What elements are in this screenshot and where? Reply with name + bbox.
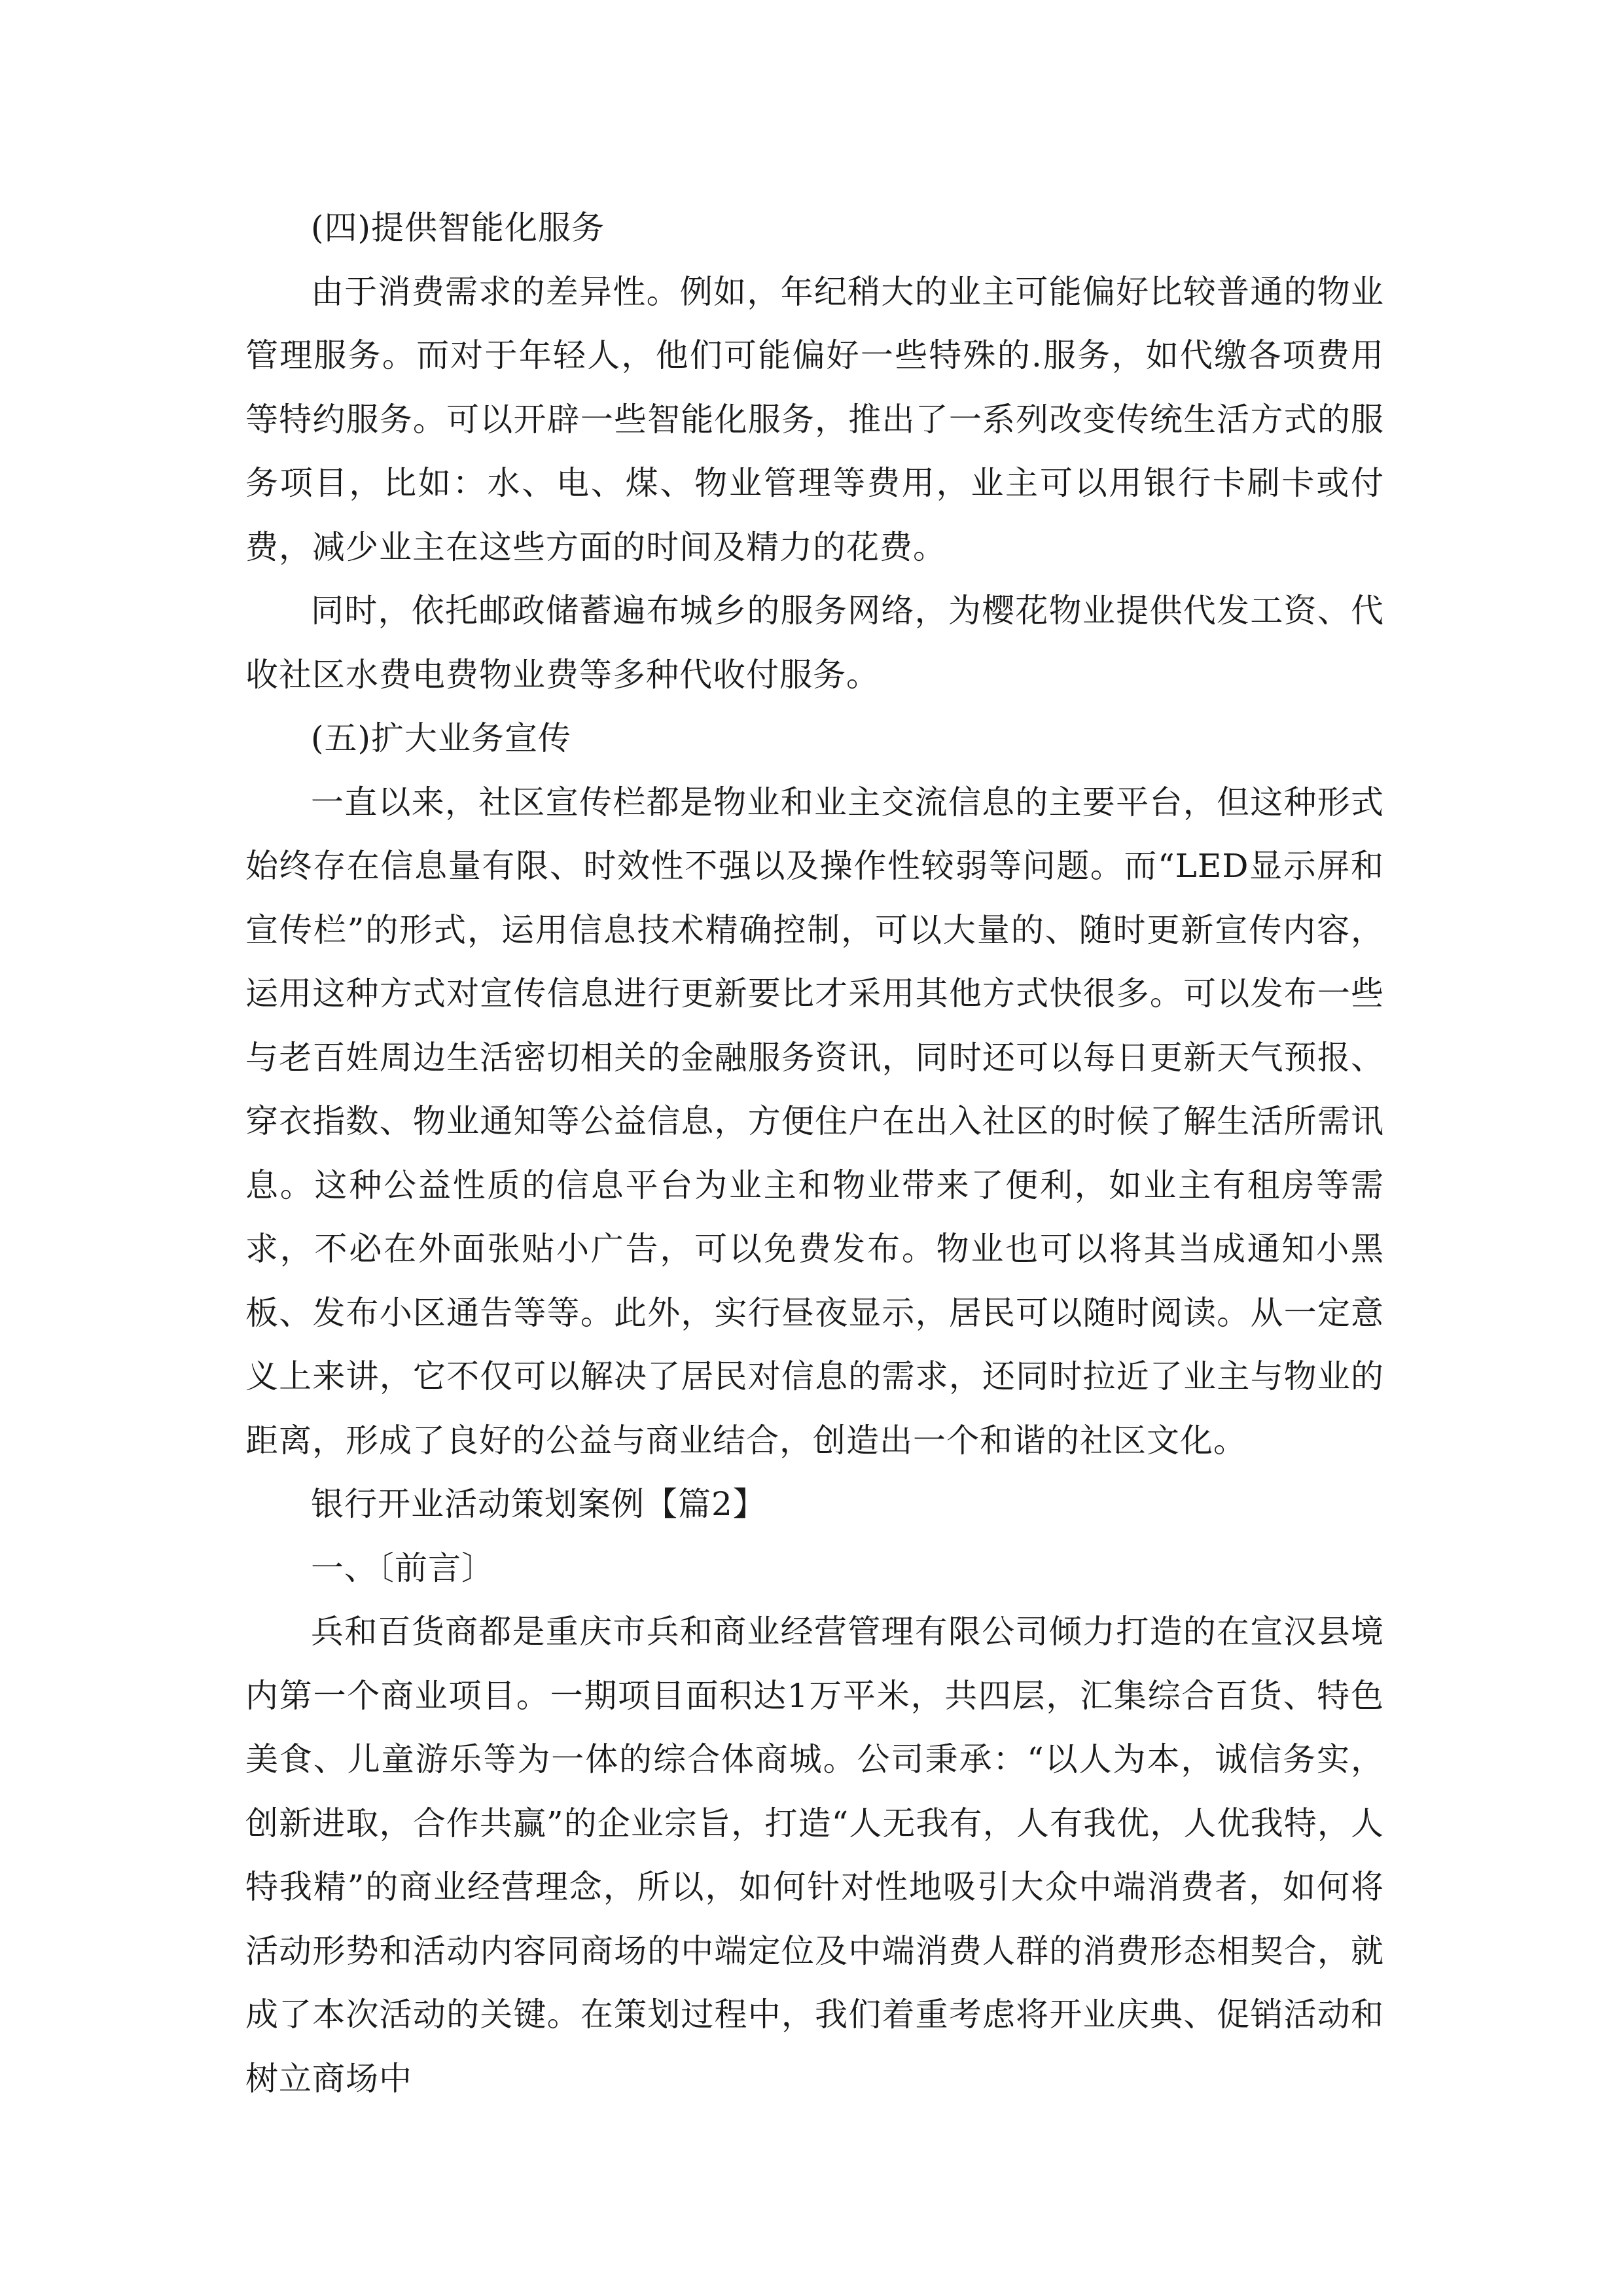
paragraph-store-intro: 兵和百货商都是重庆市兵和商业经营管理有限公司倾力打造的在宣汉县境内第一个商业项目。一期项目面积达1万平米，共四层，汇集综合百货、特色美食、儿童游乐等为一体的综合体商城。公司秉承：“以人为本，诚信务实，创新进取，合作共赢”的企业宗旨，打造“人无我有，人有我优，人优我特，人特我精”的商业经营理念，所以，如何针对性地吸引大众中端消费者，如何将活动形势和活动内容同商场的中端定位及中端消费人群的消费形态相契合，就成了本次活动的关键。在策划过程中，我们着重考虑将开业庆典、促销活动和树立商场中 [245, 1613, 1384, 2098]
section-heading-smart-services: (四)提供智能化服务 [311, 209, 605, 247]
article-title-case-2: 银行开业活动策划案例【篇2】 [311, 1485, 766, 1523]
document-body [245, 196, 1384, 2111]
section-heading-publicity: (五)扩大业务宣传 [311, 719, 572, 757]
paragraph-postal-services: 同时，依托邮政储蓄遍布城乡的服务网络，为樱花物业提供代发工资、代收社区水费电费物业费等多种代收付服务。 [245, 592, 1384, 694]
paragraph-consumer-demand: 由于消费需求的差异性。例如，年纪稍大的业主可能偏好比较普通的物业管理服务。而对于年轻人，他们可能偏好一些特殊的.服务，如代缴各项费用等特约服务。可以开辟一些智能化服务，推出了一系列改变传统生活方式的服务项目，比如：水、电、煤、物业管理等费用，业主可以用银行卡刷卡或付费，减少业主在这些方面的时间及精力的花费。 [245, 272, 1384, 566]
section-heading-preface: 一、〔前言〕 [311, 1549, 495, 1587]
paragraph-community-board: 一直以来，社区宣传栏都是物业和业主交流信息的主要平台，但这种形式始终存在信息量有限、时效性不强以及操作性较弱等问题。而“LED显示屏和宣传栏”的形式，运用信息技术精确控制，可以大量的、随时更新宣传内容，运用这种方式对宣传信息进行更新要比才采用其他方式快很多。可以发布一些与老百姓周边生活密切相关的金融服务资讯，同时还可以每日更新天气预报、穿衣指数、物业通知等公益信息，方便住户在出入社区的时候了解生活所需讯息。这种公益性质的信息平台为业主和物业带来了便利，如业主有租房等需求，不必在外面张贴小广告，可以免费发布。物业也可以将其当成通知小黑板、发布小区通告等等。此外，实行昼夜显示，居民可以随时阅读。从一定意义上来讲，它不仅可以解决了居民对信息的需求，还同时拉近了业主与物业的距离，形成了良好的公益与商业结合，创造出一个和谐的社区文化。 [245, 783, 1384, 1460]
